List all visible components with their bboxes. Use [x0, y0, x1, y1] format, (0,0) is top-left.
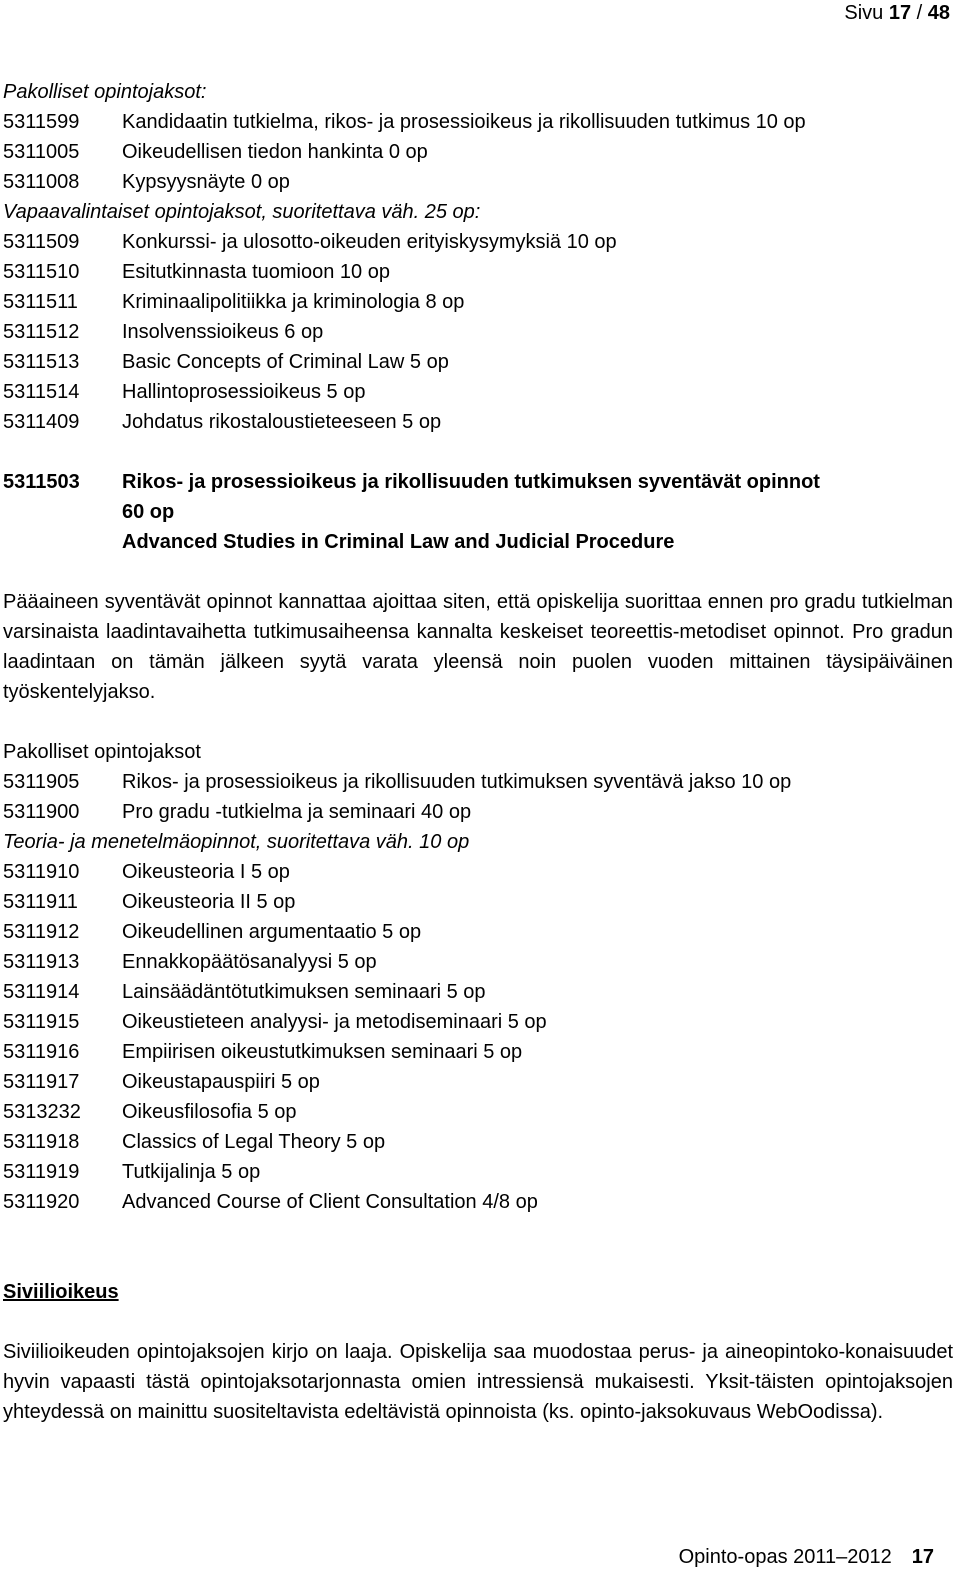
course-name: Kypsyysnäyte 0 op [122, 171, 290, 193]
course-name: Esitutkinnasta tuomioon 10 op [122, 261, 390, 283]
course-row [3, 377, 953, 407]
course-row [3, 287, 953, 317]
course-code: 5311912 [3, 921, 80, 943]
course-code: 5311919 [3, 1161, 80, 1183]
course-row [3, 107, 953, 137]
advanced-mandatory-list [3, 767, 953, 827]
mandatory-courses-list [3, 107, 953, 197]
total-pages: 48 [927, 2, 950, 24]
course-name: Classics of Legal Theory 5 op [122, 1131, 386, 1153]
course-row [3, 317, 953, 347]
course-name: Kriminaalipolitiikka ja kriminologia 8 op [122, 291, 465, 313]
course-row [3, 1187, 953, 1217]
course-code: 5311913 [3, 951, 80, 973]
course-row [3, 1127, 953, 1157]
course-code: 5311917 [3, 1071, 80, 1093]
course-name: Oikeudellinen argumentaatio 5 op [122, 921, 422, 943]
course-name: Pro gradu -tutkielma ja seminaari 40 op [122, 801, 472, 823]
advanced-studies-title: Rikos- ja prosessioikeus ja rikollisuuden tutkimuksen syventävät opinnot [122, 471, 820, 493]
course-name: Oikeustieteen analyysi- ja metodiseminaari 5 op [122, 1011, 547, 1033]
course-code: 5311510 [3, 261, 80, 283]
course-name: Oikeustapauspiiri 5 op [122, 1071, 320, 1093]
course-code: 5313232 [3, 1101, 81, 1123]
course-row [3, 947, 953, 977]
course-code: 5311513 [3, 351, 80, 373]
course-row [3, 167, 953, 197]
course-name: Oikeudellisen tiedon hankinta 0 op [122, 141, 428, 163]
course-code: 5311905 [3, 771, 80, 793]
course-code: 5311914 [3, 981, 80, 1003]
page-footer [679, 1544, 934, 1570]
advanced-studies-code: 5311503 [3, 471, 80, 493]
course-row [3, 137, 953, 167]
course-code: 5311910 [3, 861, 80, 883]
footer-title: Opinto-opas 2011–2012 [678, 1546, 892, 1568]
course-row [3, 977, 953, 1007]
course-name: Johdatus rikostaloustieteeseen 5 op [122, 411, 442, 433]
course-code: 5311900 [3, 801, 80, 823]
course-row [3, 227, 953, 257]
theory-courses-list [3, 857, 953, 1217]
course-row [3, 1037, 953, 1067]
course-row [3, 1157, 953, 1187]
course-code: 5311920 [3, 1191, 80, 1213]
course-code: 5311409 [3, 411, 80, 433]
course-code: 5311005 [3, 141, 80, 163]
document-body [3, 77, 953, 1427]
course-row [3, 1097, 953, 1127]
course-name: Oikeusteoria I 5 op [122, 861, 290, 883]
course-code: 5311509 [3, 231, 80, 253]
page-label: Sivu [844, 2, 884, 24]
course-row [3, 887, 953, 917]
course-row [3, 767, 953, 797]
course-name: Empiirisen oikeustutkimuksen seminaari 5 op [122, 1041, 523, 1063]
course-code: 5311512 [3, 321, 80, 343]
course-row [3, 1067, 953, 1097]
course-row [3, 1007, 953, 1037]
course-code: 5311599 [3, 111, 80, 133]
mandatory-courses-title: Pakolliset opintojaksot: [3, 81, 207, 103]
course-name: Advanced Course of Client Consultation 4/8 op [122, 1191, 538, 1213]
course-name: Tutkijalinja 5 op [122, 1161, 261, 1183]
course-row [3, 347, 953, 377]
theory-courses-title: Teoria- ja menetelmäopinnot, suoritettava väh. 10 op [3, 831, 470, 853]
course-code: 5311915 [3, 1011, 80, 1033]
course-row [3, 917, 953, 947]
course-name: Oikeusfilosofia 5 op [122, 1101, 297, 1123]
current-page: 17 [888, 2, 912, 24]
course-row [3, 257, 953, 287]
optional-courses-title: Vapaavalintaiset opintojaksot, suoritettava väh. 25 op: [3, 201, 481, 223]
course-row [3, 857, 953, 887]
page-header [844, 0, 950, 26]
optional-courses-list [3, 227, 953, 437]
advanced-studies-credits: 60 op [122, 501, 175, 523]
footer-page-number: 17 [911, 1546, 934, 1568]
page-separator: / [911, 2, 928, 24]
advanced-studies-heading [3, 467, 953, 557]
civil-law-heading: Siviilioikeus [3, 1281, 119, 1303]
civil-law-paragraph: Siviilioikeuden opintojaksojen kirjo on laaja. Opiskelija saa muodostaa perus- ja aineopintoko-konaisuudet hyvin vapaasti tästä opintojaksotarjonnasta omien intressiensä mukaisesti. Yksit-täisten opintojaksojen yhteydessä on mainittu suositeltavista edeltävistä opinnoista (ks. opinto-jaksokuvaus WebOodissa). [3, 1341, 953, 1423]
course-code: 5311008 [3, 171, 80, 193]
course-code: 5311514 [3, 381, 80, 403]
course-code: 5311511 [3, 291, 78, 313]
course-name: Kandidaatin tutkielma, rikos- ja prosessioikeus ja rikollisuuden tutkimus 10 op [122, 111, 806, 133]
course-row [3, 407, 953, 437]
course-name: Rikos- ja prosessioikeus ja rikollisuuden tutkimuksen syventävä jakso 10 op [122, 771, 792, 793]
course-code: 5311918 [3, 1131, 80, 1153]
course-name: Lainsäädäntötutkimuksen seminaari 5 op [122, 981, 486, 1003]
course-code: 5311911 [3, 891, 78, 913]
advanced-studies-english-title: Advanced Studies in Criminal Law and Judicial Procedure [122, 531, 675, 553]
advanced-studies-paragraph: Pääaineen syventävät opinnot kannattaa ajoittaa siten, että opiskelija suorittaa ennen pro gradu tutkielman varsinaista laadintavaihetta tutkimusaiheensa kannalta keskeiset teoreettis-metodiset opinnot. Pro gradun laadintaan on tämän jälkeen syytä varata yleensä noin puolen vuoden mittainen täysipäiväinen työskentelyjakso. [3, 591, 953, 703]
course-name: Insolvenssioikeus 6 op [122, 321, 324, 343]
course-name: Konkurssi- ja ulosotto-oikeuden erityiskysymyksiä 10 op [122, 231, 617, 253]
advanced-mandatory-title: Pakolliset opintojaksot [3, 741, 201, 763]
course-name: Hallintoprosessioikeus 5 op [122, 381, 366, 403]
course-name: Oikeusteoria II 5 op [122, 891, 296, 913]
course-code: 5311916 [3, 1041, 80, 1063]
course-name: Ennakkopäätösanalyysi 5 op [122, 951, 377, 973]
course-row [3, 797, 953, 827]
course-name: Basic Concepts of Criminal Law 5 op [122, 351, 449, 373]
